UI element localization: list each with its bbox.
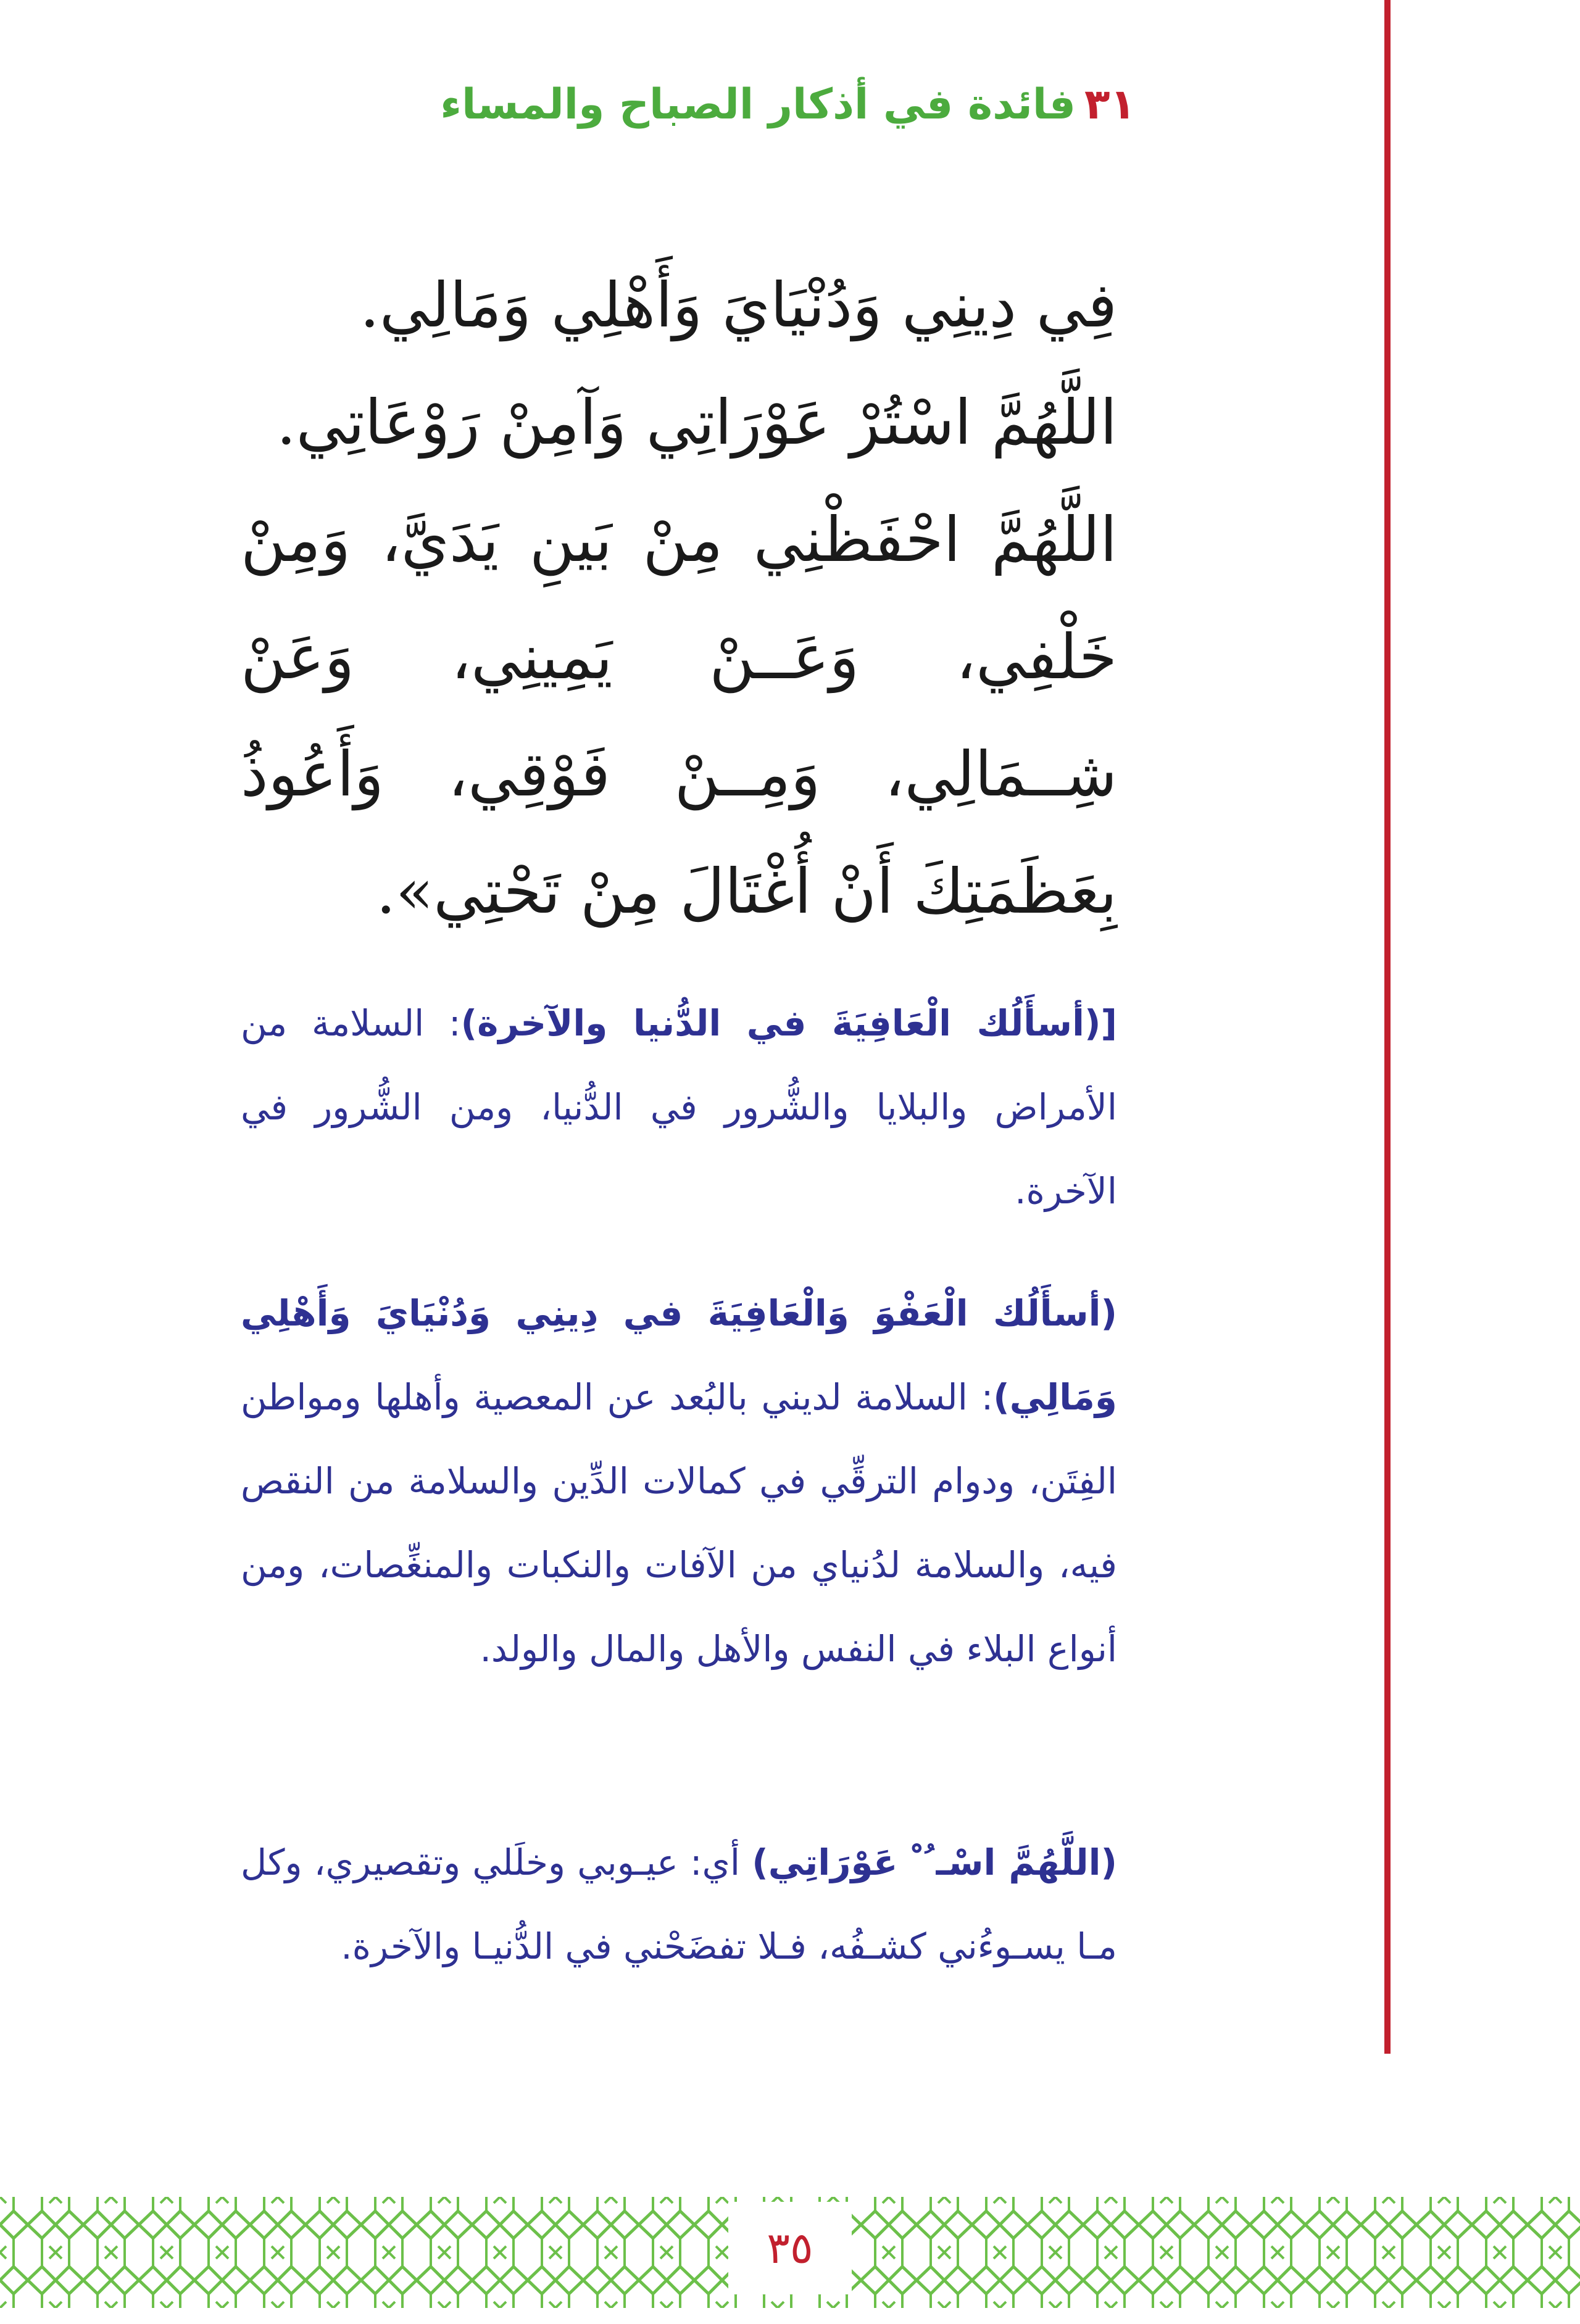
margin-rule <box>1384 0 1391 2054</box>
running-header <box>440 74 1136 136</box>
commentary-heading: (أسأَلُك الْعَفْوَ وَالْعَافِيَةَ في دِينِي وَدُنْيَايَ وَأَهْلِي وَمَالِي) <box>241 1292 1117 1418</box>
commentary-heading: (اللَّهُمَّ اسْـ ُ ْ عَوْرَاتِي) <box>752 1841 1117 1883</box>
commentary-heading: [(أسأَلُك الْعَافِيَةَ في الدُّنيا والآخرة) <box>460 1002 1117 1044</box>
dua-line: اللَّهُمَّ احْفَظْنِي مِنْ بَينِ يَدَيَّ، وَمِنْ خَلْفِي، وَعَــنْ يَمِينِي، وَعَنْ شِــمَالِي، وَمِــنْ فَوْقِي، وَأَعُوذُ بِعَظَمَتِكَ أَنْ أُغْتَالَ مِنْ تَحْتِي». <box>241 504 1117 928</box>
dua-text <box>241 247 1117 950</box>
commentary-paragraph <box>241 1271 1117 1691</box>
commentary-body: أي: عيـوبي وخلَلي وتقصيري، وكل مـا يسـوءُني كشـفُه، فـلا تفضَحْني في الدُّنيـا والآخرة. <box>241 1841 1117 1967</box>
commentary-paragraph <box>241 1820 1117 1988</box>
commentary-body: : السلامة من الأمراض والبلايا والشُّرور في الدُّنيا، ومن الشُّرور في الآخرة. <box>241 1002 1117 1212</box>
book-title: فائدة في أذكار الصباح والمساء <box>440 80 1076 129</box>
chapter-number: ٣١ <box>1084 80 1136 129</box>
commentary-paragraph <box>241 981 1117 1233</box>
commentary-body: : السلامة لديني بالبُعد عن المعصية وأهلها ومواطن الفِتَن، ودوام الترقِّي في كمالات الدِّين والسلامة من النقص فيه، والسلامة لدُنياي من الآفات والنكبات والمنغِّصات، ومن أنواع البلاء في النفس والأهل والمال والولد. <box>241 1376 1117 1670</box>
page-number: ٣٥ <box>728 2202 852 2294</box>
dua-line: اللَّهُمَّ اسْتُرْ عَوْرَاتِي وَآمِنْ رَوْعَاتِي. <box>276 386 1117 459</box>
dua-line: فِي دِينِي وَدُنْيَايَ وَأَهْلِي وَمَالِي. <box>360 269 1117 341</box>
